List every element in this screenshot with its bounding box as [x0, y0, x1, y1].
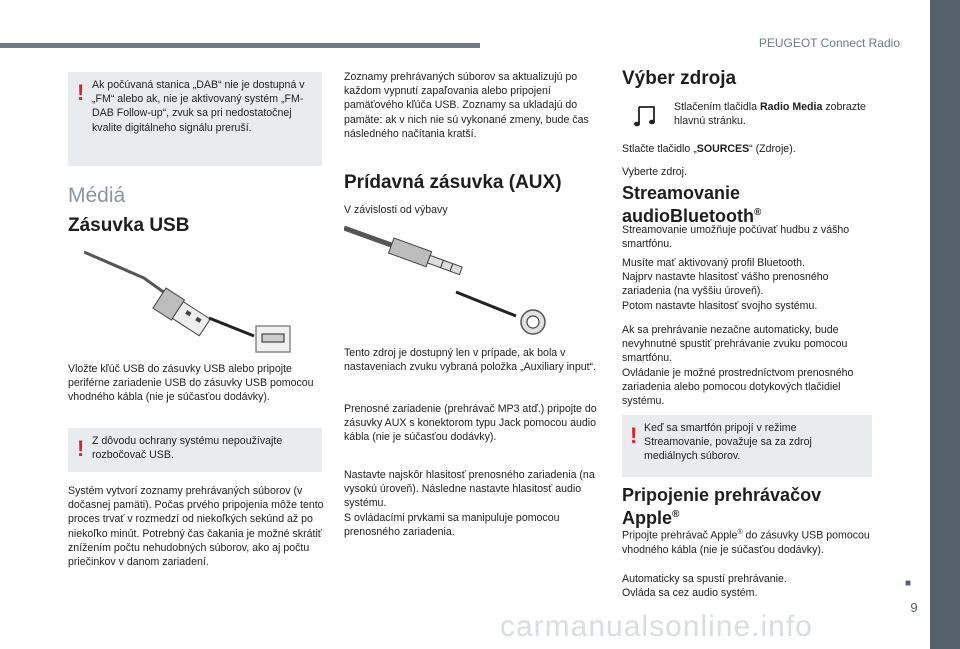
- usb-paragraph-2: Systém vytvorí zoznamy prehrávaných súborov (v dočasnej pamäti). Počas prvého pripojenia môže tento proces trvať v rozmedzí od niekoľkých sekúnd až po niekoľko minút. Potrebný čas čakania je možné skrátiť znížením počtu nehudobných súborov, ako aj počtu priečinkov v danom zariadení.: [68, 485, 324, 569]
- section-title: Médiá: [68, 184, 126, 207]
- apple-heading: Pripojenie prehrávačov Apple®: [622, 485, 822, 528]
- apple-paragraph-2a: Automaticky sa spustí prehrávanie.: [622, 573, 787, 585]
- header-bar: [0, 43, 480, 48]
- warning-note-streaming: [622, 415, 872, 477]
- aux-paragraph-4b: S ovládacími prvkami sa manipuluje pomocou prenosného zariadenia.: [344, 511, 560, 538]
- exclamation-icon: !: [77, 80, 85, 105]
- warning-note-usb-hub: [68, 428, 322, 472]
- apple-paragraph-2: [622, 572, 872, 600]
- usb-paragraph-1: Vložte kľúč USB do zásuvky USB alebo pripojte periférne zariadenie USB do zásuvky USB pomocou vhodného kábla (nie je súčasťou dodávky).: [68, 363, 314, 404]
- aux-paragraph-4: [344, 468, 600, 539]
- note-text: Keď sa smartfón pripojí v režime Streamovanie, považuje sa za zdroj mediálnych súborov.: [644, 422, 812, 463]
- aux-paragraph-3: Prenosné zariadenie (prehrávač MP3 atď.) pripojte do zásuvky AUX s konektorom typu Jack pomocou audio kábla (nie je súčasťou dodávky).: [344, 403, 597, 444]
- usb-heading: Zásuvka USB: [68, 215, 190, 236]
- source-paragraph-1: Stlačením tlačidla Radio Media zobrazte hlavnú stránku.: [674, 101, 866, 128]
- exclamation-icon: !: [77, 436, 85, 461]
- sidebar-strip: [930, 0, 960, 649]
- aux-paragraph-4a: Nastavte najskôr hlasitosť prenosného zariadenia (na vysokú úroveň). Následne nastavte hlasitosť audio systému.: [344, 469, 595, 510]
- music-note-icon: [633, 103, 659, 129]
- page-header-title: PEUGEOT Connect Radio: [758, 36, 900, 50]
- bluetooth-paragraph-2c: Potom nastavte hlasitosť svojho systému.: [622, 299, 818, 312]
- source-paragraph-2: Stlačte tlačidlo „SOURCES“ (Zdroje).: [622, 143, 796, 155]
- aux-equipment-note: V závislosti od výbavy: [344, 204, 448, 216]
- apple-paragraph-2b: Ovláda sa cez audio systém.: [622, 587, 758, 600]
- note-text: Ak počúvaná stanica „DAB“ nie je dostupná v „FM“ alebo ak, nie je aktivovaný systém „FM-DAB Follow-up“, zvuk sa pri nedostatočnej kvalite digitálneho signálu preruší.: [92, 79, 305, 134]
- source-paragraph-3: Vyberte zdroj.: [622, 166, 687, 178]
- page-number: 9: [910, 600, 918, 615]
- aux-heading: Prídavná zásuvka (AUX): [344, 172, 562, 193]
- bluetooth-paragraph-2: [622, 256, 872, 313]
- bluetooth-paragraph-3a: Ak sa prehrávanie nezačne automaticky, bude nevyhnutné spustiť prehrávanie zvuku pomocou smartfónu.: [622, 324, 848, 365]
- bluetooth-paragraph-3b: Ovládanie je možné prostredníctvom prenosného zariadenia alebo pomocou dotykových tlačidiel systému.: [622, 366, 854, 408]
- bluetooth-paragraph-3: [622, 323, 872, 408]
- exclamation-icon: !: [630, 423, 638, 448]
- bluetooth-paragraph-2b: Najprv nastavte hlasitosť vášho prenosného zariadenia (na vyššiu úroveň).: [622, 271, 829, 298]
- source-heading: Výber zdroja: [622, 68, 737, 89]
- bluetooth-paragraph-2a: Musíte mať aktivovaný profil Bluetooth.: [622, 257, 805, 269]
- bluetooth-heading: Streamovanie audioBluetooth®: [622, 183, 762, 226]
- aux-paragraph-2: Tento zdroj je dostupný len v prípade, ak bola v nastaveniach zvuku vybraná položka „Auxiliary input“.: [344, 347, 597, 374]
- page-marker: ■: [905, 578, 912, 589]
- warning-note-dab: [68, 72, 322, 166]
- apple-paragraph-1: Pripojte prehrávač Apple® do zásuvky USB pomocou vhodného kábla (nie je súčasťou dodávky).: [622, 529, 870, 556]
- playlist-paragraph: Zoznamy prehrávaných súborov sa aktualizujú po každom vypnutí zapaľovania alebo pripojení pamäťového kľúča USB. Zoznamy sa ukladajú do pamäte: ak v nich nie sú vykonané zmeny, bude čas následného načítania kratší.: [344, 71, 589, 140]
- aux-jack-illustration: [344, 224, 554, 336]
- watermark: carmanualsonline.info: [500, 610, 813, 643]
- usb-illustration: [84, 246, 294, 356]
- bluetooth-paragraph-1: Streamovanie umožňuje počúvať hudbu z vášho smartfónu.: [622, 224, 850, 251]
- note-text: Z dôvodu ochrany systému nepoužívajte rozbočovač USB.: [92, 435, 283, 462]
